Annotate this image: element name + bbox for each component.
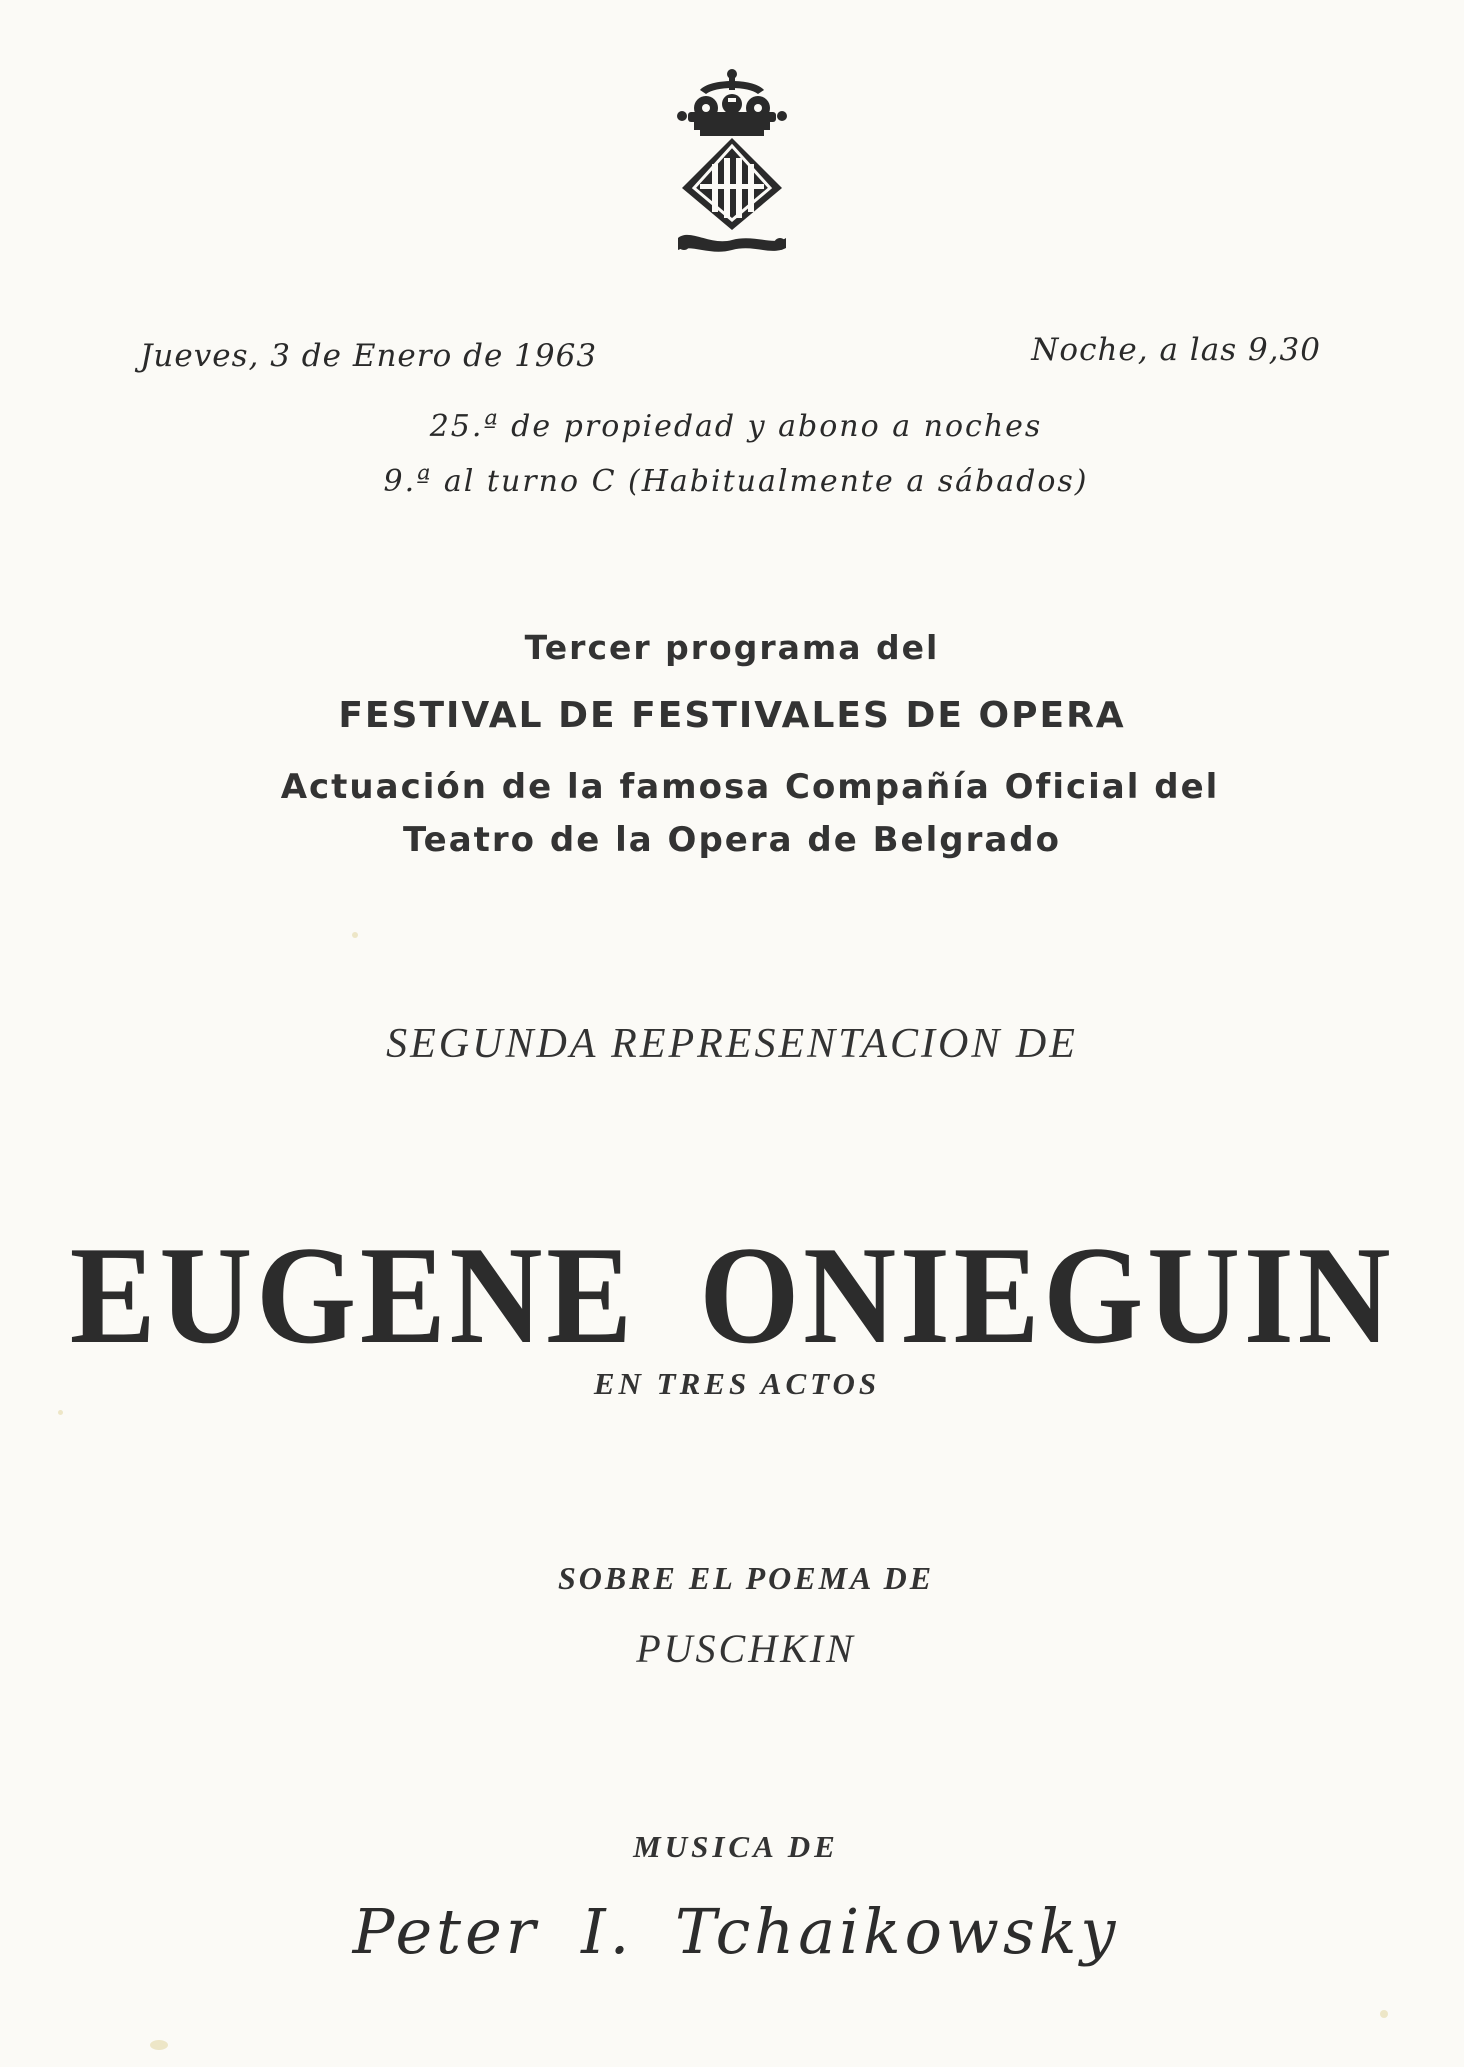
crowned-shield-emblem-icon (670, 68, 794, 258)
paper-speck (1380, 2010, 1388, 2018)
subscription-info: 25.ª de propiedad y abono a noches (429, 409, 1043, 444)
acts-label: EN TRES ACTOS (593, 1366, 881, 1401)
opera-title: EUGENE ONIEGUIN (69, 1218, 1395, 1373)
paper-speck (150, 2040, 168, 2050)
shift-info: 9.ª al turno C (Habitualmente a sábados) (383, 464, 1089, 499)
poem-label: SOBRE EL POEMA DE (557, 1560, 935, 1596)
paper-speck (352, 932, 358, 938)
performance-time: Noche, a las 9,30 (1031, 332, 1321, 368)
performance-date: Jueves, 3 de Enero de 1963 (140, 338, 598, 374)
festival-name: FESTIVAL DE FESTIVALES DE OPERA (338, 695, 1126, 736)
poet-name: PUSCHKIN (636, 1626, 856, 1671)
music-label: MUSICA DE (633, 1829, 839, 1864)
representation-label: SEGUNDA REPRESENTACION DE (386, 1021, 1078, 1067)
company-line-1: Actuación de la famosa Compañía Oficial del (280, 767, 1220, 807)
company-line-2: Teatro de la Opera de Belgrado (402, 820, 1062, 860)
paper-speck (58, 1410, 63, 1415)
program-label: Tercer programa del (524, 628, 940, 667)
composer-name: Peter I. Tchaikowsky (352, 1895, 1120, 1968)
